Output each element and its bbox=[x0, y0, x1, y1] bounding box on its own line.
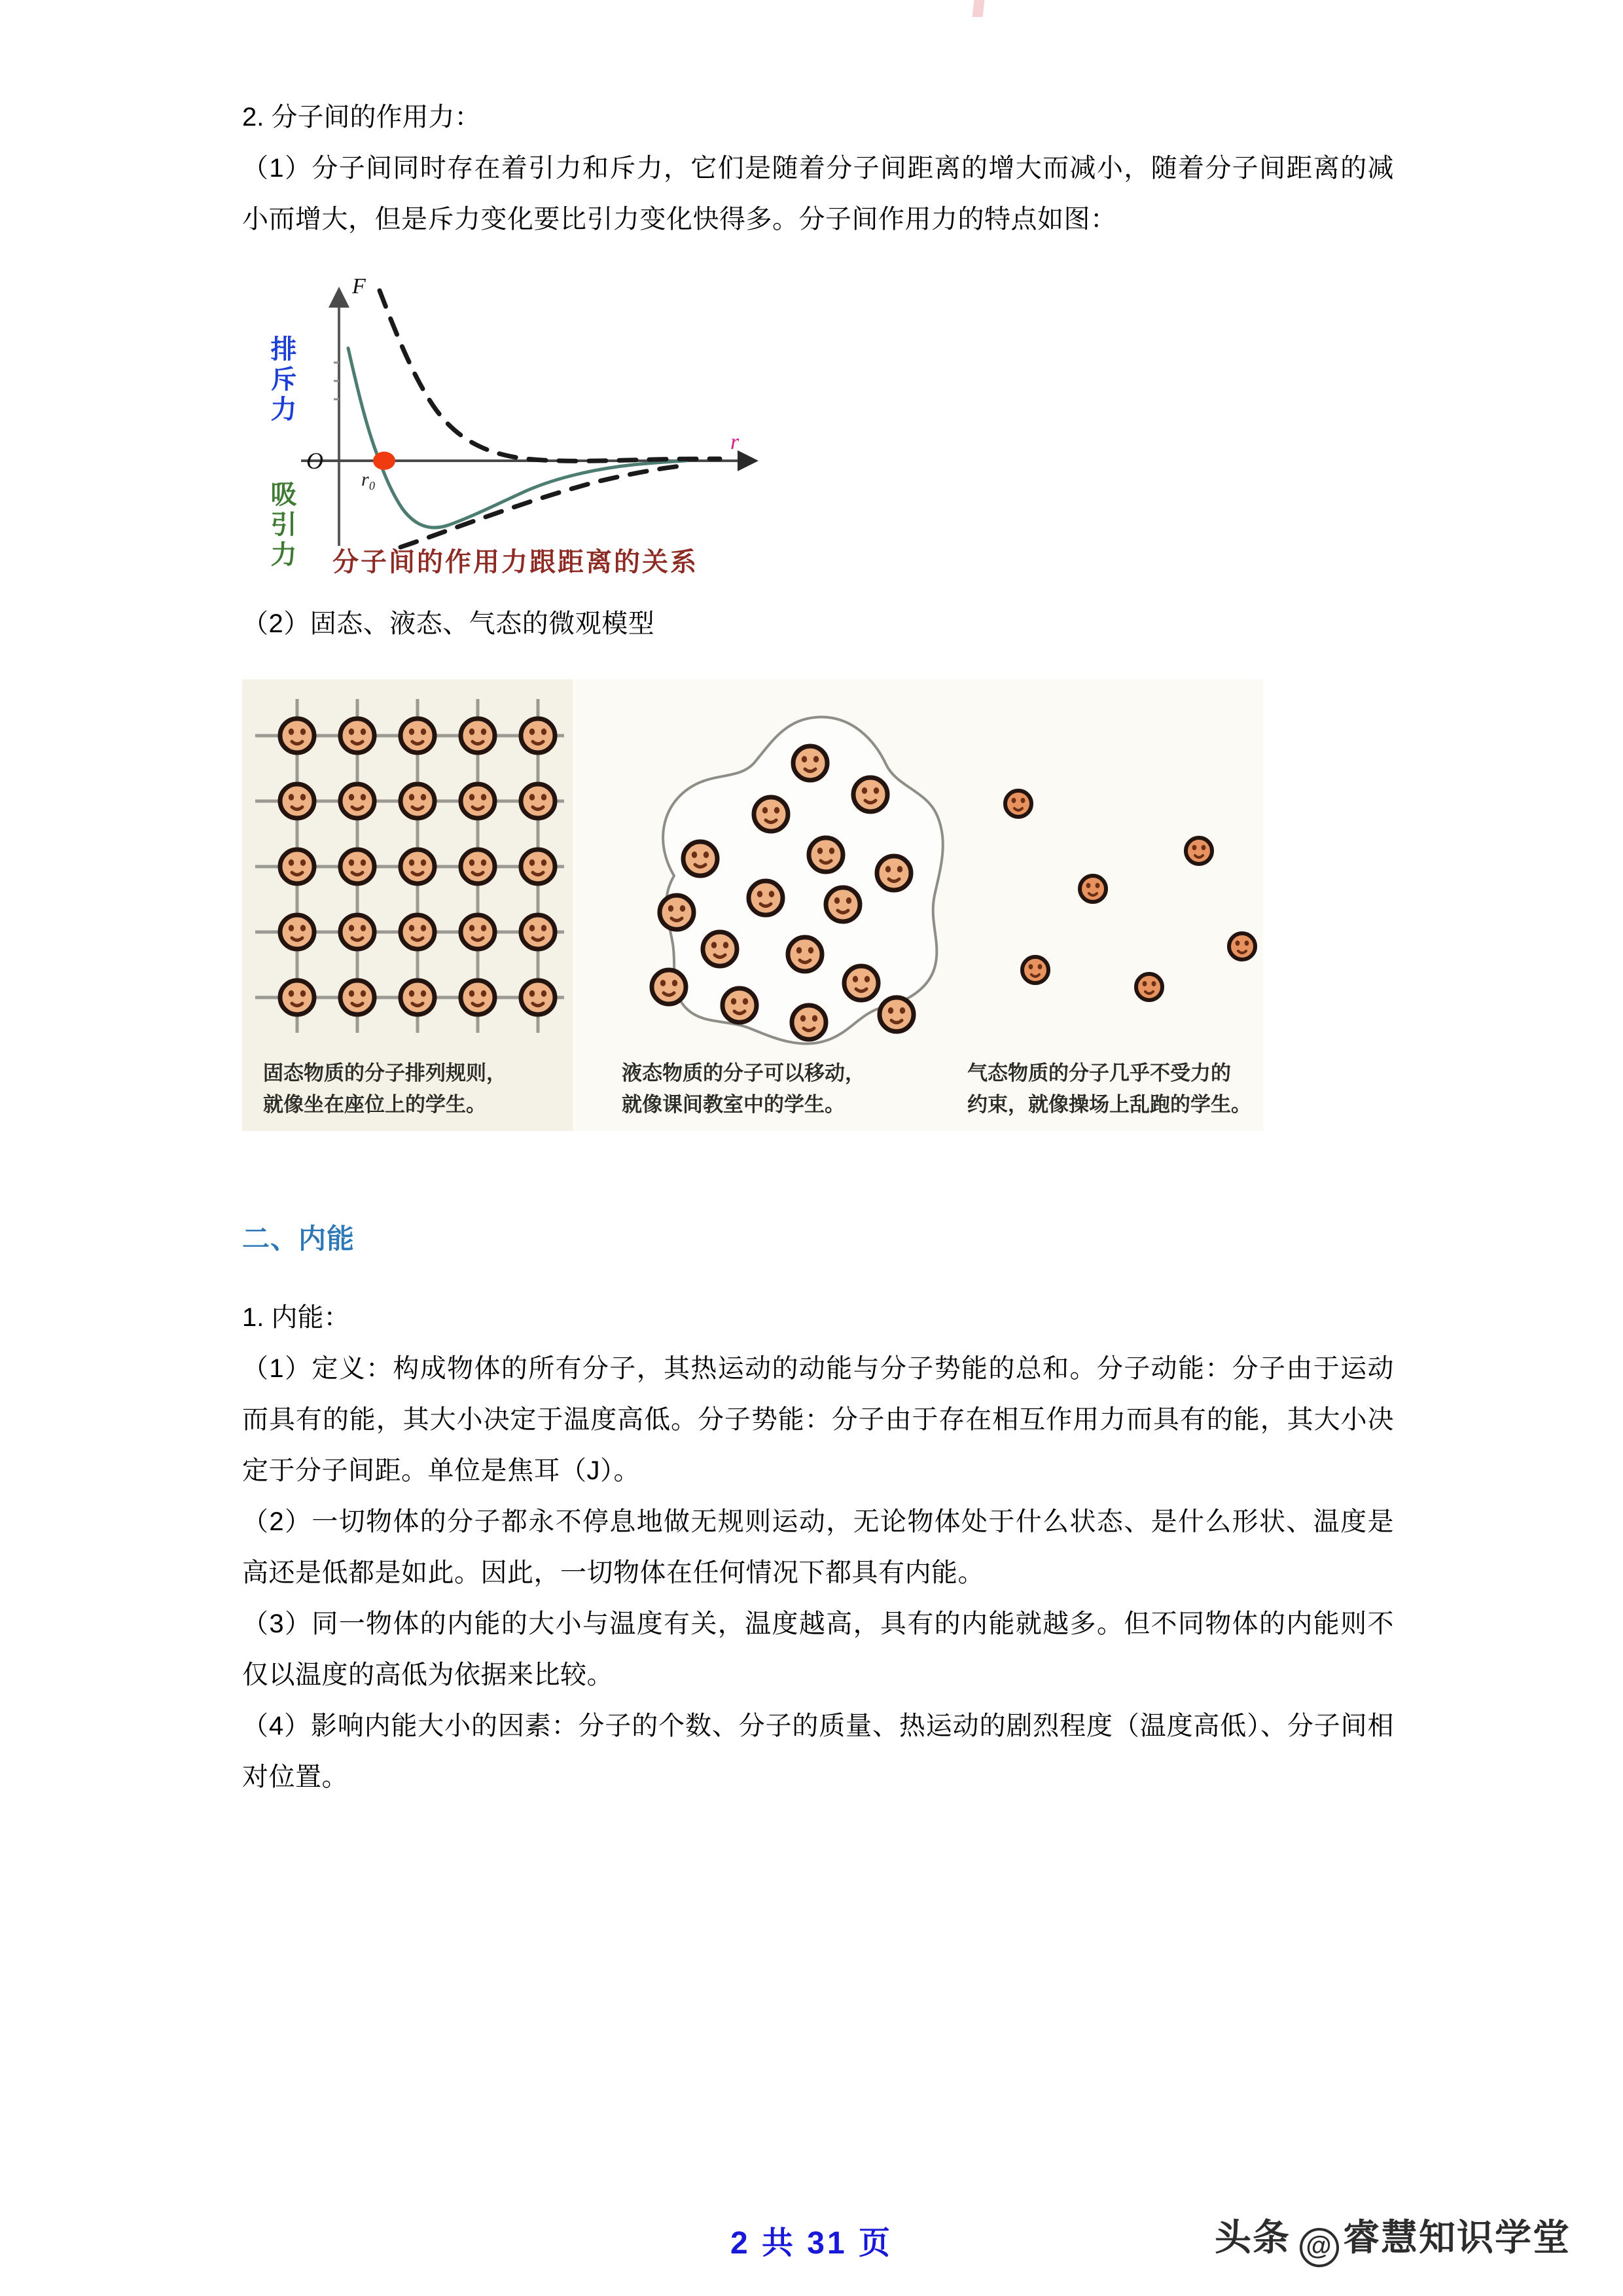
watermark-prefix: 头条 bbox=[1215, 2217, 1291, 2258]
gas-caption-line1: 气态物质的分子几乎不受力的 bbox=[967, 1062, 1231, 1085]
watermark-name: 睿慧知识学堂 bbox=[1343, 2217, 1571, 2258]
figure-three-states bbox=[242, 679, 1263, 1131]
at-icon: @ bbox=[1300, 2228, 1339, 2267]
solid-caption-line2: 就像坐在座位上的学生。 bbox=[263, 1093, 486, 1116]
attractive-dashed-curve bbox=[401, 466, 681, 547]
equilibrium-label: r₀ bbox=[361, 469, 376, 490]
section-heading-internal-energy: 二、内能 bbox=[242, 1223, 355, 1254]
page-number-footer: 2 共 31 页 bbox=[730, 2226, 893, 2261]
figure-force-caption: 分子间的作用力跟距离的关系 bbox=[332, 548, 698, 577]
figure-force-distance bbox=[262, 264, 759, 579]
paragraph-4: （2）一切物体的分子都永不停息地做无规则运动，无论物体处于什么状态、是什么形状、温度是高还是低都是如此。因此，一切物体在任何情况下都具有内能。 bbox=[242, 1507, 1394, 1587]
section-2-title: 2. 分子间的作用力： bbox=[242, 103, 481, 132]
repulsive-dashed-curve bbox=[380, 291, 720, 461]
attractive-force-label: 吸引力 bbox=[267, 480, 296, 571]
equilibrium-point-marker bbox=[373, 452, 395, 470]
paragraph-2: （2）固态、液态、气态的微观模型 bbox=[242, 609, 655, 638]
paragraph-3: （1）定义：构成物体的所有分子，其热运动的动能与分子势能的总和。分子动能：分子由于运动而具有的能，其大小决定于温度高低。分子势能：分子由于存在相互作用力而具有的能，其大小决定于分子间距。单位是焦耳（J）。 bbox=[242, 1354, 1394, 1485]
origin-label: O bbox=[306, 448, 323, 474]
y-axis-label: F bbox=[352, 274, 366, 298]
paragraph-1: （1）分子间同时存在着引力和斥力，它们是随着分子间距离的增大而减小，随着分子间距离的减小而增大，但是斥力变化要比引力变化快得多。分子间作用力的特点如图： bbox=[242, 154, 1394, 234]
solid-caption-line1: 固态物质的分子排列规则， bbox=[263, 1062, 507, 1085]
resultant-force-curve bbox=[348, 348, 686, 528]
liquid-caption-line2: 就像课间教室中的学生。 bbox=[622, 1093, 845, 1116]
paragraph-5: （3）同一物体的内能的大小与温度有关，温度越高，具有的内能就越多。但不同物体的内能则不仅以温度的高低为依据来比较。 bbox=[242, 1609, 1394, 1689]
force-distance-svg bbox=[262, 264, 759, 579]
subsection-1-title: 1. 内能： bbox=[242, 1303, 350, 1332]
paragraph-6: （4）影响内能大小的因素：分子的个数、分子的质量、热运动的剧烈程度（温度高低）、分子间相对位置。 bbox=[242, 1712, 1394, 1791]
document-content bbox=[242, 0, 1394, 1803]
gas-caption-line2: 约束，就像操场上乱跑的学生。 bbox=[967, 1093, 1251, 1116]
three-states-svg bbox=[242, 679, 1263, 1131]
x-axis-label: r bbox=[730, 430, 740, 454]
liquid-caption-line1: 液态物质的分子可以移动， bbox=[622, 1062, 865, 1085]
watermark bbox=[1215, 2209, 1571, 2267]
repulsive-force-label: 排斥力 bbox=[267, 335, 296, 425]
